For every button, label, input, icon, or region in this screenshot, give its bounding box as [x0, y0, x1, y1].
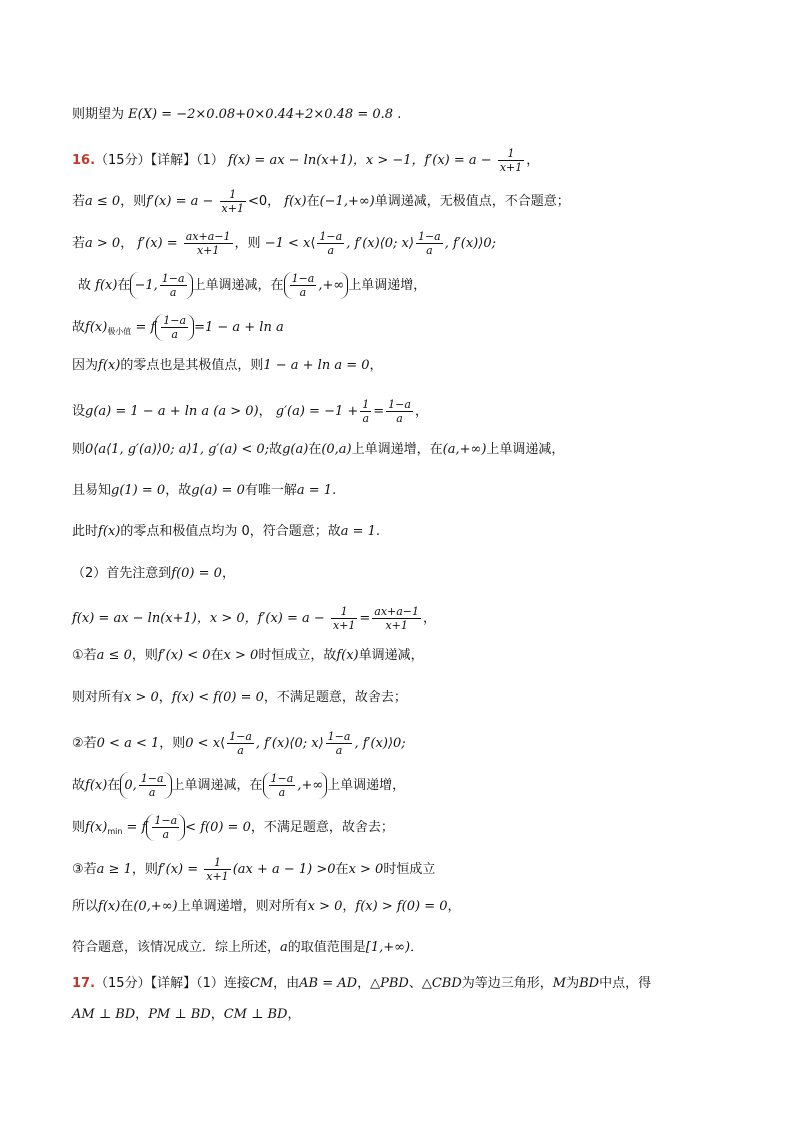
formula: f(x) > f(0) = 0: [355, 899, 448, 914]
formula: =1 − a + ln a: [194, 320, 284, 335]
formula: ,+∞: [318, 278, 345, 293]
numerator: 1: [204, 856, 230, 870]
case-a-gt-0-line: [72, 230, 496, 257]
parenthesized-interval: [120, 772, 171, 799]
fraction: [160, 272, 187, 299]
formula: PM ⊥ BD: [148, 1007, 211, 1022]
expectation-line: [72, 106, 401, 124]
text: ，不满足题意，故舍去；: [250, 820, 394, 835]
text: 在: [335, 862, 349, 877]
text: 因为: [72, 358, 99, 373]
fraction: [220, 188, 246, 215]
formula: f(x) = ax − ln(x+1)，x > −1，f′(x) = a −: [228, 153, 492, 168]
numerator: 1: [331, 605, 357, 619]
text: 上单调递增，: [327, 778, 406, 793]
denominator: x+1: [332, 619, 356, 632]
denominator: x+1: [499, 161, 523, 174]
fraction: [139, 772, 166, 799]
text: 的零点也是其极值点，则: [120, 358, 264, 373]
formula: g(a): [282, 442, 309, 457]
text: 上单调递减，: [486, 442, 565, 457]
derivative-line: [72, 605, 436, 632]
text: 在: [117, 278, 131, 293]
case3-line: [72, 856, 435, 883]
text: 上单调递增，: [348, 278, 427, 293]
denominator: a: [327, 244, 335, 257]
minimum-value-line: [72, 314, 284, 341]
numerator: 1−a: [291, 272, 315, 285]
formula: ⟨: [310, 236, 316, 251]
numerator: ax+a−1: [374, 605, 420, 618]
fraction: [372, 605, 421, 632]
text: 上单调递增，在: [351, 442, 443, 457]
case-a-le-0-line: [72, 188, 570, 215]
formula: = f: [126, 820, 147, 835]
formula: CM: [249, 976, 274, 991]
formula: f(x): [98, 524, 121, 539]
text: 上单调递减，在: [192, 278, 284, 293]
parenthesized-interval: [130, 272, 192, 299]
text: ，: [369, 358, 383, 373]
formula: BD: [579, 976, 600, 991]
formula: AM ⊥ BD: [72, 1007, 136, 1022]
define-g-line: [72, 398, 428, 425]
formula: a = 1: [340, 524, 376, 539]
formula: f(x): [85, 820, 108, 835]
text: ，: [158, 690, 172, 705]
case2-monotonic-line: [72, 772, 405, 799]
formula: f(x): [284, 194, 307, 209]
fraction: [290, 272, 317, 299]
text: ②若: [72, 736, 97, 751]
zero-condition-line: [72, 357, 383, 375]
formula: , f′(x)⟩0;: [444, 236, 496, 251]
text: 的取值范围是: [287, 940, 366, 955]
text: ．: [410, 940, 424, 955]
text: 中点，得: [599, 976, 652, 991]
fraction: [416, 230, 443, 257]
formula: 0 < x: [185, 736, 221, 751]
g-monotonic-line: [72, 441, 564, 459]
numerator: 1: [220, 188, 246, 202]
text: 单调递减，: [358, 648, 424, 663]
formula: −1,: [134, 278, 158, 293]
formula: g′(a) = −1 +: [275, 404, 359, 419]
text: ，: [342, 899, 356, 914]
formula: =: [359, 611, 371, 626]
final-conclusion-line: [72, 939, 423, 957]
text: 所以: [72, 899, 99, 914]
text: ，: [258, 404, 272, 419]
numerator: 1−a: [319, 230, 343, 243]
question-number-17: 17.: [72, 976, 96, 991]
text: 若: [72, 194, 86, 209]
text: 且易知: [72, 483, 112, 498]
fraction: [269, 772, 296, 799]
text: 上单调递减，在: [171, 778, 263, 793]
subscript: 极小值: [107, 327, 132, 336]
formula: (0,a): [321, 442, 352, 457]
text: ，: [135, 1007, 149, 1022]
text: ，则: [131, 648, 158, 663]
fraction: [204, 856, 230, 883]
formula: x > 0: [307, 899, 343, 914]
parenthesized-interval: [284, 272, 349, 299]
formula: < f(0) = 0: [185, 820, 251, 835]
numerator: 1−a: [154, 814, 178, 827]
fraction: [331, 605, 357, 632]
formula: a ≤ 0: [96, 648, 132, 663]
denominator: a: [171, 328, 178, 341]
formula: , f′(x)⟨0; x⟩: [255, 736, 324, 751]
denominator: x+1: [196, 244, 220, 257]
denominator: a: [362, 412, 370, 425]
text: ，: [210, 1007, 224, 1022]
text: ，故: [165, 483, 192, 498]
text: 此时: [72, 524, 99, 539]
parenthesized-fraction: [146, 814, 185, 841]
formula: a: [280, 940, 288, 955]
denominator: x+1: [385, 619, 408, 632]
denominator: a: [162, 828, 170, 841]
denominator: a: [148, 786, 156, 799]
text: ，不满足题意，故舍去；: [263, 690, 407, 705]
text: ，: [447, 899, 461, 914]
text: 则: [72, 820, 86, 835]
fraction: [161, 314, 188, 341]
text: 在: [107, 778, 121, 793]
numerator: 1−a: [270, 772, 294, 785]
part2-intro-line: [72, 565, 235, 583]
numerator: 1: [498, 147, 524, 161]
formula: g(1) = 0: [111, 483, 166, 498]
formula: x > 0: [348, 862, 384, 877]
text: 、: [408, 976, 422, 991]
formula: a = 1: [296, 483, 333, 498]
text: ①若: [72, 648, 97, 663]
formula: a ≤ 0: [85, 194, 121, 209]
numerator: 1−a: [327, 730, 351, 743]
formula: f(x): [95, 278, 118, 293]
formula: f(x) = ax − ln(x+1)，x > 0，f′(x) = a −: [72, 611, 325, 626]
denominator: a: [396, 412, 403, 425]
formula: =: [373, 404, 385, 419]
formula: 0,: [124, 778, 137, 793]
text: ，则: [131, 862, 158, 877]
numerator: ax+a−1: [185, 230, 231, 243]
denominator: a: [335, 744, 343, 757]
formula: ,+∞: [297, 778, 324, 793]
text: 若: [72, 236, 86, 251]
formula: CM ⊥ BD: [223, 1007, 288, 1022]
formula: f′(x) = a −: [146, 194, 214, 209]
text: 为: [566, 976, 580, 991]
denominator: a: [237, 744, 244, 757]
formula: −1 < x: [264, 236, 311, 251]
formula: ⟨: [220, 736, 226, 751]
text: 单调递减，无极值点，不合题意；: [374, 194, 570, 209]
case1-line: [72, 647, 424, 665]
text: 故: [78, 278, 92, 293]
text: <0，: [247, 194, 281, 209]
formula: a ≥ 1: [96, 862, 132, 877]
fraction: [317, 230, 344, 257]
fraction: [498, 147, 524, 174]
formula: 0 < a < 1: [96, 736, 160, 751]
case2-line: [72, 730, 406, 757]
denominator: a: [299, 286, 307, 299]
text: 故: [269, 442, 283, 457]
formula: (0,+∞): [133, 899, 178, 914]
fraction: [184, 230, 233, 257]
text: .: [332, 483, 337, 498]
formula: (a,+∞): [442, 442, 487, 457]
text: 在: [120, 899, 134, 914]
formula: f(x): [85, 320, 108, 335]
perpendicular-line: [72, 1006, 300, 1024]
text: 故: [72, 778, 86, 793]
formula: f(x): [98, 358, 121, 373]
numerator: 1: [362, 398, 370, 411]
q16-header-line: [72, 147, 539, 174]
case3-monotonic-line: [72, 898, 461, 916]
fraction: [227, 730, 254, 757]
denominator: x+1: [221, 202, 244, 215]
denominator: a: [426, 244, 433, 257]
denominator: a: [169, 286, 177, 299]
text: ，: [287, 1007, 301, 1022]
section-label: （15分）【详解】（1）连接: [95, 976, 250, 991]
text: ，: [357, 976, 371, 991]
formula: △CBD: [421, 976, 462, 991]
formula: (ax + a − 1) >0: [232, 862, 336, 877]
text: .: [397, 107, 402, 122]
section-label: （15分）【详解】（1）: [95, 153, 224, 168]
formula: f(x): [85, 778, 108, 793]
numerator: 1−a: [140, 772, 164, 785]
text: ，: [120, 236, 134, 251]
text: ，则: [234, 236, 261, 251]
text: 在: [306, 194, 320, 209]
q17-header-line: [72, 975, 651, 993]
text: .: [375, 524, 381, 539]
formula: E(X) = −2×0.08+0×0.44+2×0.48 = 0.8: [128, 107, 394, 122]
numerator: 1−a: [161, 272, 185, 285]
denominator: a: [278, 786, 286, 799]
text: 设: [72, 404, 86, 419]
formula: x > 0: [223, 648, 259, 663]
text: 在: [308, 442, 322, 457]
monotonic-interval-line: [78, 272, 426, 299]
text: 的零点和极值点均为 0，符合题意；故: [120, 524, 341, 539]
text: 在: [210, 648, 224, 663]
text: ，由: [273, 976, 300, 991]
formula: M: [552, 976, 567, 991]
numerator: 1−a: [388, 398, 411, 411]
subscript: min: [107, 827, 123, 836]
text: （2）首先注意到: [72, 566, 172, 581]
formula: , f′(x)⟨0; x⟩: [346, 236, 414, 251]
parenthesized-fraction: [155, 314, 194, 341]
text: 为等边三角形，: [461, 976, 553, 991]
formula: 1 − a + ln a = 0: [263, 358, 370, 373]
formula: (−1,+∞): [319, 194, 375, 209]
formula: AB = AD: [299, 976, 358, 991]
unique-solution-line: [72, 482, 336, 500]
formula: x > 0: [124, 690, 159, 705]
text: ，则: [159, 736, 186, 751]
formula: f′(x) =: [137, 236, 178, 251]
parenthesized-interval: [263, 772, 328, 799]
text: ，: [221, 566, 235, 581]
formula: △PBD: [370, 976, 409, 991]
fraction: [360, 398, 371, 425]
text: ，: [414, 404, 428, 419]
text: ，则: [120, 194, 147, 209]
text: ，: [423, 611, 437, 626]
formula: = f: [135, 320, 156, 335]
case1-reject-line: [72, 689, 407, 707]
text: 上单调递增，则对所有: [177, 899, 308, 914]
fraction: [326, 730, 353, 757]
formula: a > 0: [85, 236, 121, 251]
question-number-16: 16.: [72, 153, 96, 168]
formula: f(x) < f(0) = 0: [171, 690, 264, 705]
formula: f(0) = 0: [171, 566, 222, 581]
formula: g(a) = 1 − a + ln a (a > 0): [85, 404, 259, 419]
numerator: 1−a: [417, 230, 441, 243]
formula: [1,+∞): [365, 940, 411, 955]
formula: , f′(x)⟩0;: [354, 736, 406, 751]
text: 则对所有: [72, 690, 125, 705]
formula: 0⟨a⟨1, g′(a)⟩0; a⟩1, g′(a) < 0;: [85, 442, 270, 457]
numerator: 1−a: [229, 730, 252, 743]
case2-min-line: [72, 814, 394, 841]
text: 则: [72, 442, 86, 457]
denominator: x+1: [206, 870, 229, 883]
conclusion-part1-line: [72, 523, 380, 541]
formula: f′(x) < 0: [157, 648, 211, 663]
formula: f(x): [336, 648, 359, 663]
numerator: 1−a: [163, 314, 187, 327]
formula: g(a) = 0: [191, 483, 245, 498]
formula: f(x): [98, 899, 121, 914]
text: 时恒成立: [383, 862, 436, 877]
text: 则期望为: [72, 107, 125, 122]
text: 有唯一解: [244, 483, 297, 498]
formula: f′(x) =: [157, 862, 199, 877]
text: 时恒成立，故: [258, 648, 337, 663]
text: 故: [72, 320, 86, 335]
text: 符合题意，该情况成立．综上所述，: [72, 940, 281, 955]
fraction: [386, 398, 413, 425]
text: ，: [526, 153, 540, 168]
fraction: [152, 814, 179, 841]
text: ③若: [72, 862, 97, 877]
